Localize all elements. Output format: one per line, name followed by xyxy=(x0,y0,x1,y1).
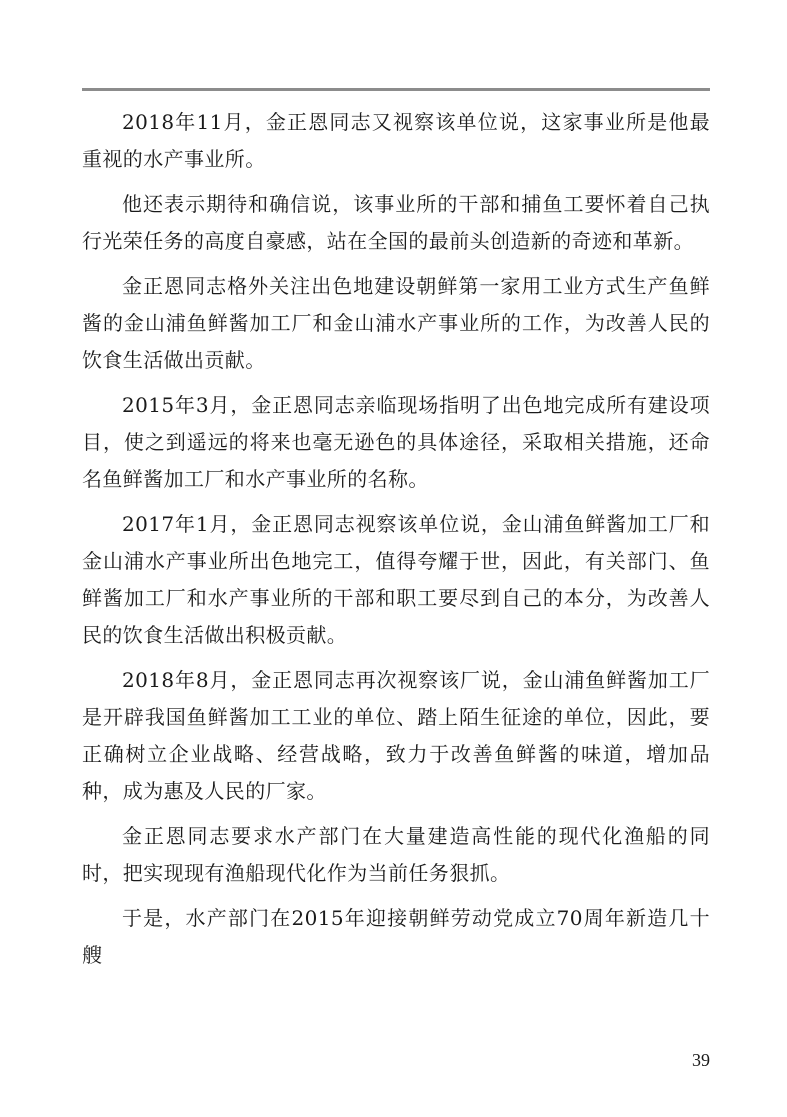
paragraph-1: 2018年11月，金正恩同志又视察该单位说，这家事业所是他最重视的水产事业所。 xyxy=(82,110,710,171)
paragraph-8: 于是，水产部门在2015年迎接朝鲜劳动党成立70周年新造几十艘 xyxy=(82,906,710,967)
body-text xyxy=(82,104,710,982)
paragraph-5: 2017年1月，金正恩同志视察该单位说，金山浦鱼鲜酱加工厂和金山浦水产事业所出色地完工，值得夸耀于世，因此，有关部门、鱼鲜酱加工厂和水产事业所的干部和职工要尽到自己的本分，为改善人民的饮食生活做出积极贡献。 xyxy=(82,512,710,647)
paragraph-2: 他还表示期待和确信说，该事业所的干部和捕鱼工要怀着自己执行光荣任务的高度自豪感，站在全国的最前头创造新的奇迹和革新。 xyxy=(82,192,710,253)
paragraph-7: 金正恩同志要求水产部门在大量建造高性能的现代化渔船的同时，把实现现有渔船现代化作为当前任务狠抓。 xyxy=(82,824,710,885)
paragraph-6: 2018年8月，金正恩同志再次视察该厂说，金山浦鱼鲜酱加工厂是开辟我国鱼鲜酱加工工业的单位、踏上陌生征途的单位，因此，要正确树立企业战略、经营战略，致力于改善鱼鲜酱的味道，增加品种，成为惠及人民的厂家。 xyxy=(82,668,710,803)
paragraph-3: 金正恩同志格外关注出色地建设朝鲜第一家用工业方式生产鱼鲜酱的金山浦鱼鲜酱加工厂和金山浦水产事业所的工作，为改善人民的饮食生活做出贡献。 xyxy=(82,274,710,372)
paragraph-4: 2015年3月，金正恩同志亲临现场指明了出色地完成所有建设项目，使之到遥远的将来也毫无逊色的具体途径，采取相关措施，还命名鱼鲜酱加工厂和水产事业所的名称。 xyxy=(82,393,710,491)
page-number: 39 xyxy=(692,1050,710,1070)
header-rule xyxy=(82,88,710,91)
